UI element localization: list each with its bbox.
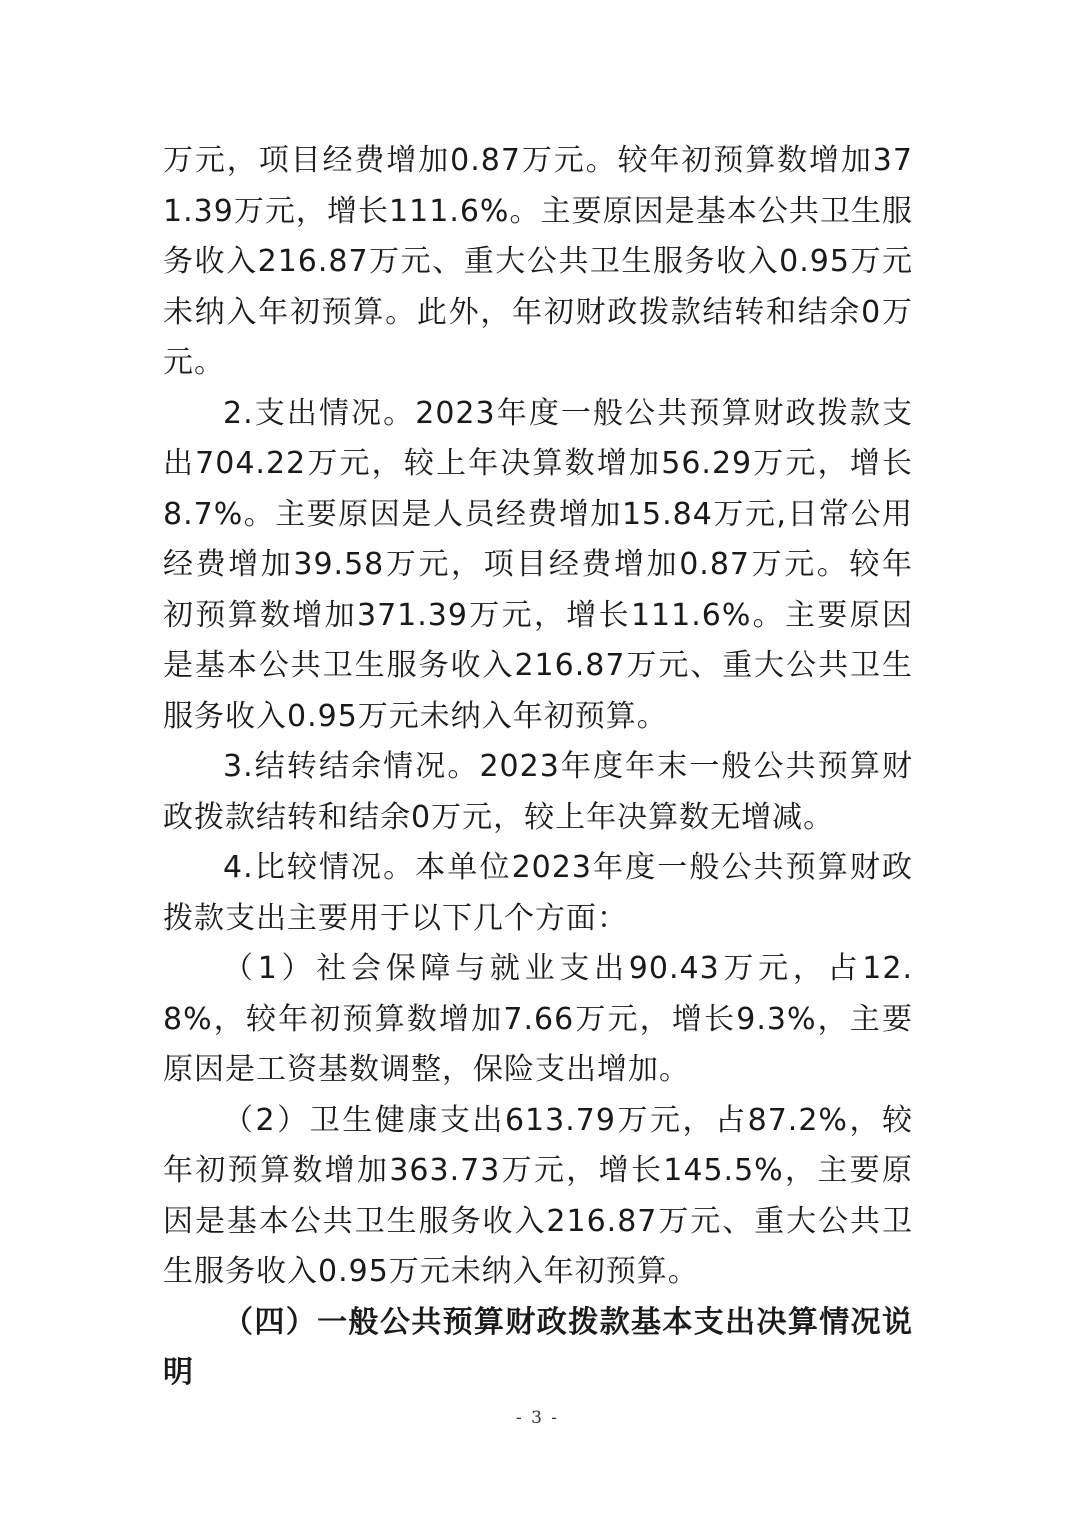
body-text: [163, 136, 913, 1399]
paragraph-social-security: （1）社会保障与就业支出90.43万元，占12.8%，较年初预算数增加7.66万元，增长9.3%，主要原因是工资基数调整，保险支出增加。: [163, 951, 913, 1087]
paragraph-carryover: 3.结转结余情况。2023年度年末一般公共预算财政拨款结转和结余0万元，较上年决算数无增减。: [163, 749, 913, 835]
section-heading: （四）一般公共预算财政拨款基本支出决算情况说明: [163, 1304, 913, 1390]
paragraph-health: （2）卫生健康支出613.79万元，占87.2%，较年初预算数增加363.73万元，增长145.5%，主要原因是基本公共卫生服务收入216.87万元、重大公共卫生服务收入0.95万元未纳入年初预算。: [163, 1102, 913, 1289]
paragraph-expenditure: 2.支出情况。2023年度一般公共预算财政拨款支出704.22万元，较上年决算数增加56.29万元，增长8.7%。主要原因是人员经费增加15.84万元,日常公用经费增加39.58万元，项目经费增加0.87万元。较年初预算数增加371.39万元，增长111.6%。主要原因是基本公共卫生服务收入216.87万元、重大公共卫生服务收入0.95万元未纳入年初预算。: [163, 395, 913, 734]
paragraph-comparison: 4.比较情况。本单位2023年度一般公共预算财政拨款支出主要用于以下几个方面：: [163, 850, 913, 936]
paragraph-continuation: 万元，项目经费增加0.87万元。较年初预算数增加371.39万元，增长111.6%。主要原因是基本公共卫生服务收入216.87万元、重大公共卫生服务收入0.95万元未纳入年初预算。此外，年初财政拨款结转和结余0万元。: [163, 143, 913, 380]
page-number: - 3 -: [515, 1408, 560, 1428]
